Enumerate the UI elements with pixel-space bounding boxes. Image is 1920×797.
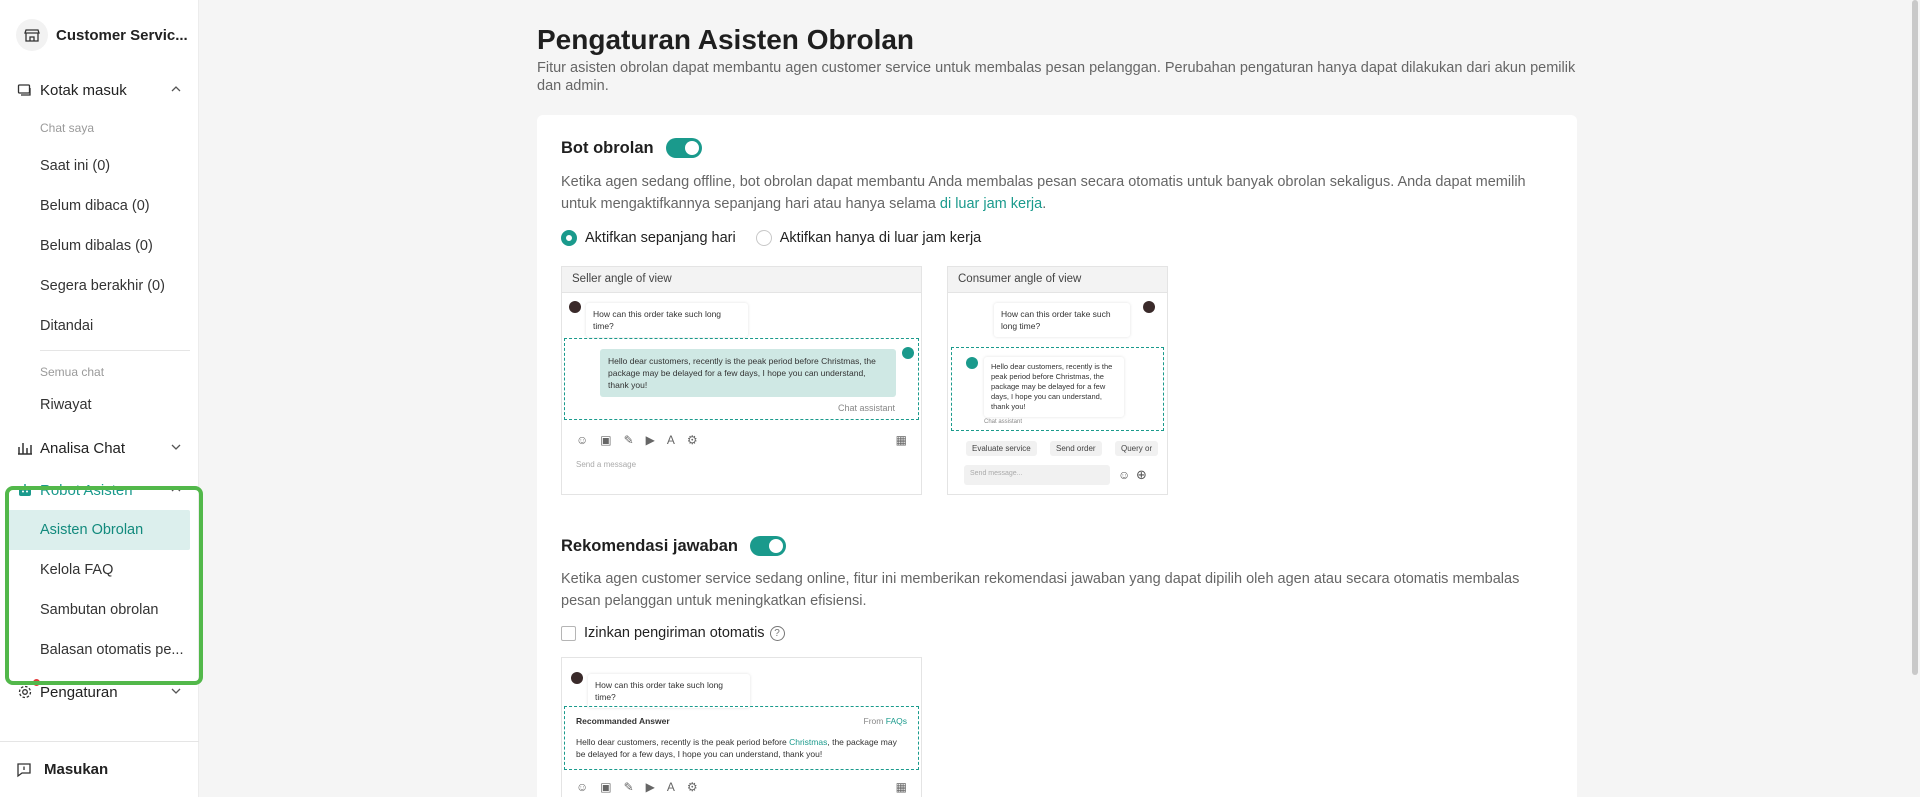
sidebar-item-chat-greeting[interactable]: Sambutan obrolan: [40, 602, 159, 618]
store-name: Customer Servic...: [56, 26, 188, 44]
chevron-down-icon: [170, 440, 182, 457]
bot-icon: [902, 347, 914, 359]
nav-group-label: Kotak masuk: [40, 81, 127, 99]
preview-answer: Hello dear customers, recently is the peak period before Christmas, the package may be delayed for a few days, I hope you can understand, thank you!: [600, 349, 896, 397]
chevron-up-icon: [170, 482, 182, 499]
preview-question: How can this order take such long time?: [994, 303, 1130, 337]
preview-question: How can this order take such long time?: [588, 674, 750, 708]
feedback-label: Masukan: [44, 761, 109, 778]
preview-toolbar: [576, 780, 698, 794]
translate-icon: A: [666, 433, 675, 447]
recommended-answer-text: Hello dear customers, recently is the peak period before Christmas, the package may be delayed for a few days, I hope you can understand, thank you!: [576, 737, 897, 759]
seller-preview-header: Seller angle of view: [562, 267, 921, 293]
emoji-icon: ☺: [1118, 468, 1131, 482]
preview-input: [964, 465, 1110, 485]
sidebar-item-expiring[interactable]: Segera berakhir (0): [40, 278, 165, 294]
chatbot-mode-radios: [561, 230, 1001, 246]
radio-label: Aktifkan hanya di luar jam kerja: [779, 230, 982, 246]
nav-group-label: Pengaturan: [40, 683, 118, 701]
sidebar: [0, 0, 199, 797]
translate-icon: A: [666, 780, 675, 794]
preview-input-placeholder: Send a message: [576, 460, 637, 469]
answer-source: From FAQs: [863, 716, 907, 726]
robot-icon: ⚙: [686, 433, 698, 447]
recommend-preview-image: [561, 657, 922, 797]
chevron-up-icon: [170, 82, 182, 99]
sidebar-item-chat-assistant[interactable]: Asisten Obrolan: [8, 510, 190, 550]
store-icon: [16, 19, 48, 51]
assistant-tag: Chat assistant: [837, 403, 895, 413]
auto-send-checkbox[interactable]: [561, 626, 576, 641]
nav-group-analytics[interactable]: [0, 428, 198, 468]
query-pill: Query or: [1115, 441, 1158, 456]
preview-input-placeholder: Send message...: [970, 470, 1023, 477]
emoji-icon: ☺: [576, 433, 589, 447]
working-hours-link[interactable]: di luar jam kerja: [939, 196, 1043, 212]
help-icon[interactable]: ?: [770, 626, 785, 641]
radio-button[interactable]: [561, 230, 577, 246]
page-description: Fitur asisten obrolan dapat membantu agen customer service untuk membalas pesan pelanggan. Perubahan pengaturan hanya dapat dilakukan dari akun pemilik dan admin.: [537, 60, 1576, 94]
customer-avatar: [569, 301, 581, 313]
sidebar-item-flagged[interactable]: Ditandai: [40, 318, 94, 334]
nav-group-label: Analisa Chat: [40, 439, 126, 457]
recommended-answer-title: Recommanded Answer: [576, 716, 670, 726]
chatbot-toggle[interactable]: [666, 138, 702, 158]
video-icon: ▶: [645, 433, 655, 447]
plus-icon: ⊕: [1136, 467, 1147, 482]
robot-icon: [16, 481, 34, 499]
chatbot-section-header: [561, 138, 702, 158]
video-icon: ▶: [645, 780, 655, 794]
customer-avatar: [1143, 301, 1155, 313]
chatbot-title: Bot obrolan: [561, 138, 654, 157]
note-icon: ✎: [623, 433, 634, 447]
consumer-preview-header: Consumer angle of view: [948, 267, 1167, 293]
nav-group-inbox[interactable]: [0, 70, 198, 110]
radio-all-day[interactable]: [561, 230, 736, 246]
note-icon: ✎: [623, 780, 634, 794]
robot-icon: ⚙: [686, 780, 698, 794]
radio-button[interactable]: [756, 230, 772, 246]
chatbot-description: Ketika agen sedang offline, bot obrolan dapat membantu Anda membalas pesan secara otomatis untuk banyak obrolan sekaligus. Anda dapat memilih untuk mengaktifkannya sepanjang hari atau hanya selama di luar jam kerja.: [561, 174, 1526, 212]
grid-icon: ▦: [895, 433, 907, 447]
sidebar-item-current[interactable]: Saat ini (0): [40, 158, 111, 174]
seller-preview-image: [561, 266, 922, 495]
customer-avatar: [571, 672, 583, 684]
radio-off-hours[interactable]: [756, 230, 982, 246]
recommend-description: Ketika agen customer service sedang online, fitur ini memberikan rekomendasi jawaban yang dapat dipilih oleh agen atau secara otomatis membalas pesan pelanggan untuk meningkatkan efisiensi.: [561, 571, 1520, 609]
recommend-title: Rekomendasi jawaban: [561, 536, 738, 555]
auto-send-option[interactable]: [561, 625, 785, 641]
feedback-button[interactable]: [0, 741, 199, 797]
image-icon: ▣: [600, 780, 612, 794]
evaluate-service-pill: Evaluate service: [966, 441, 1037, 456]
store-switcher[interactable]: [0, 0, 198, 70]
notification-dot: [33, 679, 40, 686]
settings-card: [537, 115, 1577, 797]
recommend-section-header: [561, 536, 786, 556]
nav-group-settings[interactable]: [0, 672, 198, 712]
nav-group-robot-assistant[interactable]: [0, 470, 198, 510]
preview-question: How can this order take such long time?: [586, 303, 748, 337]
preview-toolbar: [576, 433, 698, 447]
emoji-icon: ☺: [576, 780, 589, 794]
preview-answer: Hello dear customers, recently is the peak period before Christmas, the package may be delayed for a few days, I hope you can understand, thank you!: [984, 357, 1124, 417]
image-icon: ▣: [600, 433, 612, 447]
bot-icon: [966, 357, 978, 369]
send-order-pill: Send order: [1050, 441, 1102, 456]
sidebar-item-unreplied[interactable]: Belum dibalas (0): [40, 238, 153, 254]
assistant-tag: Chat assistant: [984, 419, 1023, 425]
recommend-toggle[interactable]: [750, 536, 786, 556]
chevron-down-icon: [170, 684, 182, 701]
nav-group-label: Robot Asisten: [40, 481, 133, 499]
all-chat-caption: Semua chat: [40, 365, 105, 379]
divider: [40, 350, 190, 351]
gear-icon: [16, 683, 34, 701]
feedback-icon: [16, 762, 34, 778]
sidebar-item-manage-faq[interactable]: Kelola FAQ: [40, 562, 114, 578]
auto-send-label: Izinkan pengiriman otomatis: [584, 625, 765, 641]
consumer-preview-image: [947, 266, 1168, 495]
sidebar-item-history[interactable]: Riwayat: [40, 397, 92, 413]
radio-label: Aktifkan sepanjang hari: [585, 230, 736, 246]
sidebar-item-auto-reply[interactable]: Balasan otomatis pe...: [40, 642, 184, 658]
page-title: Pengaturan Asisten Obrolan: [537, 24, 915, 55]
bar-chart-icon: [16, 439, 34, 457]
inbox-icon: [16, 81, 34, 99]
page-scrollbar[interactable]: [1912, 0, 1918, 675]
sidebar-item-unread[interactable]: Belum dibaca (0): [40, 198, 150, 214]
grid-icon: ▦: [895, 780, 907, 794]
my-chat-caption: Chat saya: [40, 121, 95, 135]
